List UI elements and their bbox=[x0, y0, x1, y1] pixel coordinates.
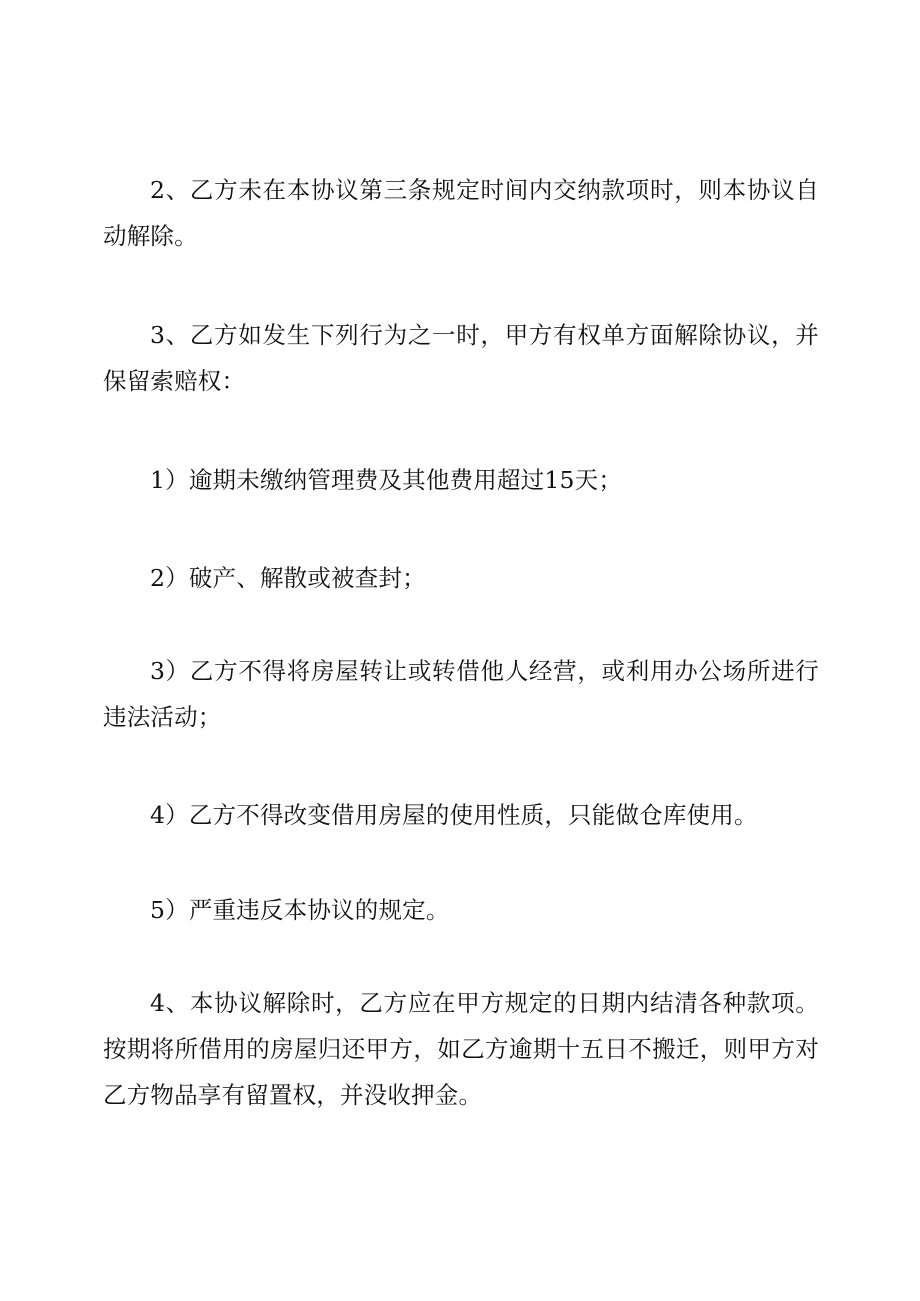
sub-item-5-serious-violation: 5）严重违反本协议的规定。 bbox=[150, 896, 450, 924]
clause-4-settlement-on-termination: 4、本协议解除时，乙方应在甲方规定的日期内结清各种款项。按期将所借用的房屋归还甲方，如乙方逾期十五日不搬迁，则甲方对乙方物品享有留置权，并没收押金。 bbox=[103, 989, 819, 1109]
sub-item-4-usage-restriction: 4）乙方不得改变借用房屋的使用性质，只能做仓库使用。 bbox=[150, 801, 758, 829]
clause-3-unilateral-termination: 3、乙方如发生下列行为之一时，甲方有权单方面解除协议，并保留索赔权： bbox=[103, 321, 819, 395]
clause-2-auto-termination: 2、乙方未在本协议第三条规定时间内交纳款项时，则本协议自动解除。 bbox=[103, 176, 819, 250]
sub-item-1-overdue-fees: 1）逾期未缴纳管理费及其他费用超过15天； bbox=[150, 466, 623, 494]
sub-item-2-bankruptcy: 2）破产、解散或被查封； bbox=[150, 564, 426, 592]
sub-item-3-no-transfer: 3）乙方不得将房屋转让或转借他人经营，或利用办公场所进行违法活动； bbox=[103, 657, 819, 731]
